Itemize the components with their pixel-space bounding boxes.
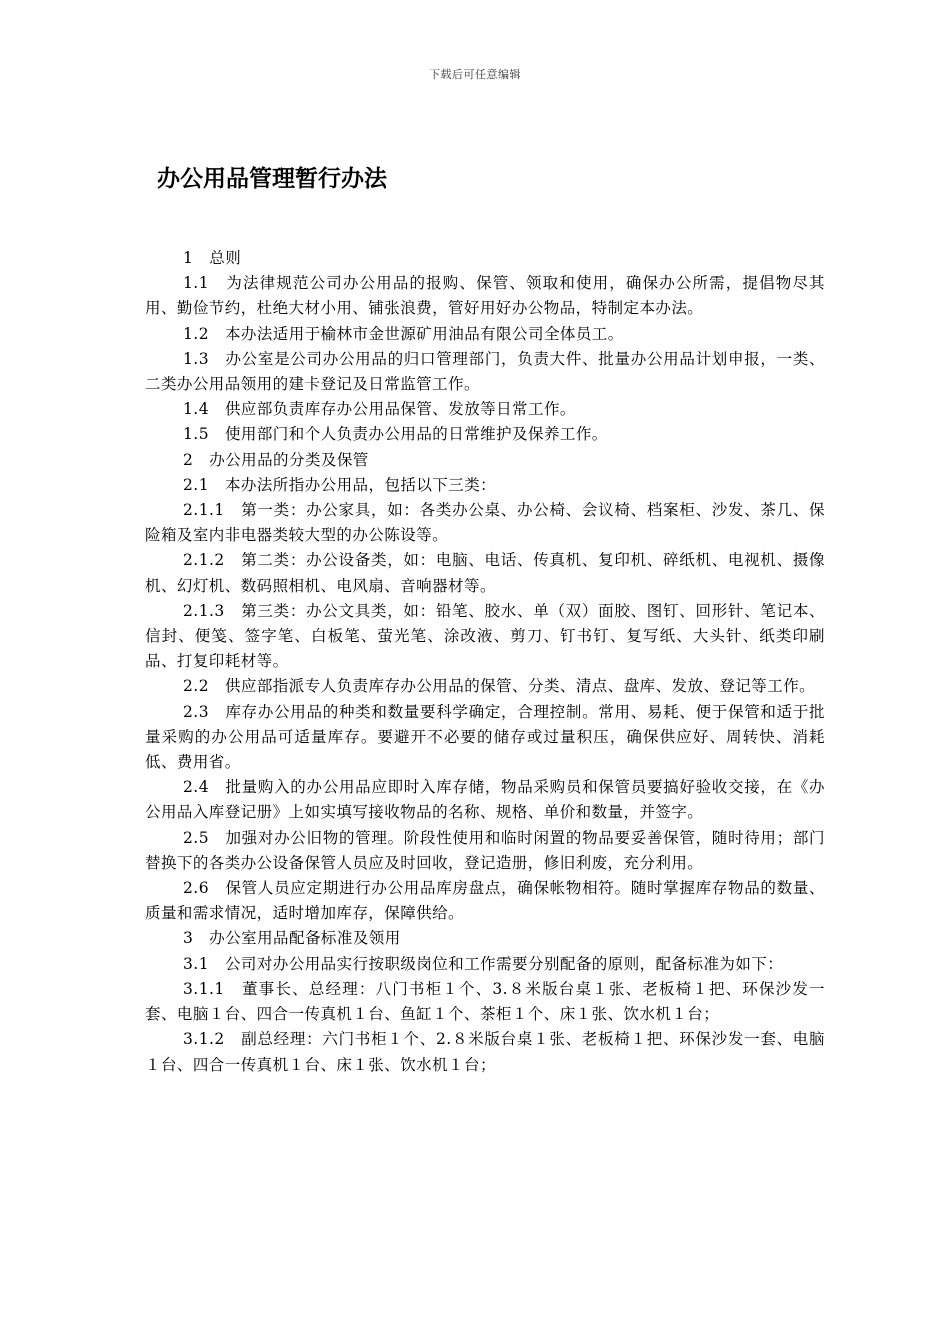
document-title: 办公用品管理暂行办法: [157, 166, 387, 192]
paragraph: 3.1 公司对办公用品实行按职级岗位和工作需要分别配备的原则，配备标准为如下：: [183, 954, 784, 973]
paragraph: 2.3 库存办公用品的种类和数量要科学确定，合理控制。常用、易耗、便于保管和适于批量采购的办公用品可适量库存。要避开不必要的储存或过量积压，确保供应好、周转快、消耗低、费用省。: [145, 702, 825, 772]
paragraph: 2.1 本办法所指办公用品，包括以下三类：: [183, 475, 497, 494]
paragraph: 2.6 保管人员应定期进行办公用品库房盘点，确保帐物相符。随时掌握库存物品的数量、质量和需求情况，适时增加库存，保障供给。: [145, 879, 825, 923]
section-heading: 1 总则: [183, 249, 242, 267]
paragraph: 2.4 批量购入的办公用品应即时入库存储，物品采购员和保管员要搞好验收交接，在《办公用品入库登记册》上如实填写接收物品的名称、规格、单价和数量，并签字。: [145, 778, 825, 822]
paragraph: 1.5 使用部门和个人负责办公用品的日常维护及保养工作。: [183, 425, 608, 444]
paragraph: 2.2 供应部指派专人负责库存办公用品的保管、分类、清点、盘库、发放、登记等工作。: [183, 677, 816, 696]
paragraph: 1.3 办公室是公司办公用品的归口管理部门，负责大件、批量办公用品计划申报，一类、二类办公用品领用的建卡登记及日常监管工作。: [145, 349, 825, 394]
paragraph: 3.1.2 副总经理：六门书柜１个、2.８米版台桌１张、老板椅１把、环保沙发一套、电脑１台、四合一传真机１台、床１张、饮水机１台；: [145, 1030, 825, 1074]
paragraph: 3.1.1 董事长、总经理：八门书柜１个、3.８米版台桌１张、老板椅１把、环保沙发一套、电脑１台、四合一传真机１台、鱼缸１个、茶柜１个、床１张、饮水机１台；: [145, 979, 825, 1024]
document-body: [145, 246, 825, 1078]
header-note: 下载后可任意编辑: [429, 68, 521, 81]
paragraph: 1.1 为法律规范公司办公用品的报购、保管、领取和使用，确保办公所需，提倡物尽其用、勤俭节约，杜绝大材小用、铺张浪费，管好用好办公物品，特制定本办法。: [145, 274, 825, 318]
section-heading: 2 办公用品的分类及保管: [183, 450, 369, 469]
paragraph: 2.1.1 第一类：办公家具，如：各类办公桌、办公椅、会议椅、档案柜、沙发、茶几、保险箱及室内非电器类较大型的办公陈设等。: [145, 501, 825, 545]
section-heading: 3 办公室用品配备标准及领用: [183, 929, 401, 948]
paragraph: 1.4 供应部负责库存办公用品保管、发放等日常工作。: [183, 400, 576, 419]
paragraph: 2.1.3 第三类：办公文具类，如：铅笔、胶水、单（双）面胶、图钉、回形针、笔记本、信封、便笺、签字笔、白板笔、萤光笔、涂改液、剪刀、钉书钉、复写纸、大头针、纸类印刷品、打复印耗材等。: [145, 601, 825, 671]
paragraph: 2.5 加强对办公旧物的管理。阶段性使用和临时闲置的物品要妥善保管，随时待用；部门替换下的各类办公设备保管人员应及时回收，登记造册，修旧利废，充分利用。: [145, 828, 825, 872]
paragraph: 1.2 本办法适用于榆林市金世源矿用油品有限公司全体员工。: [183, 324, 624, 343]
paragraph: 2.1.2 第二类：办公设备类，如：电脑、电话、传真机、复印机、碎纸机、电视机、摄像机、幻灯机、数码照相机、电风扇、音响器材等。: [145, 551, 825, 595]
